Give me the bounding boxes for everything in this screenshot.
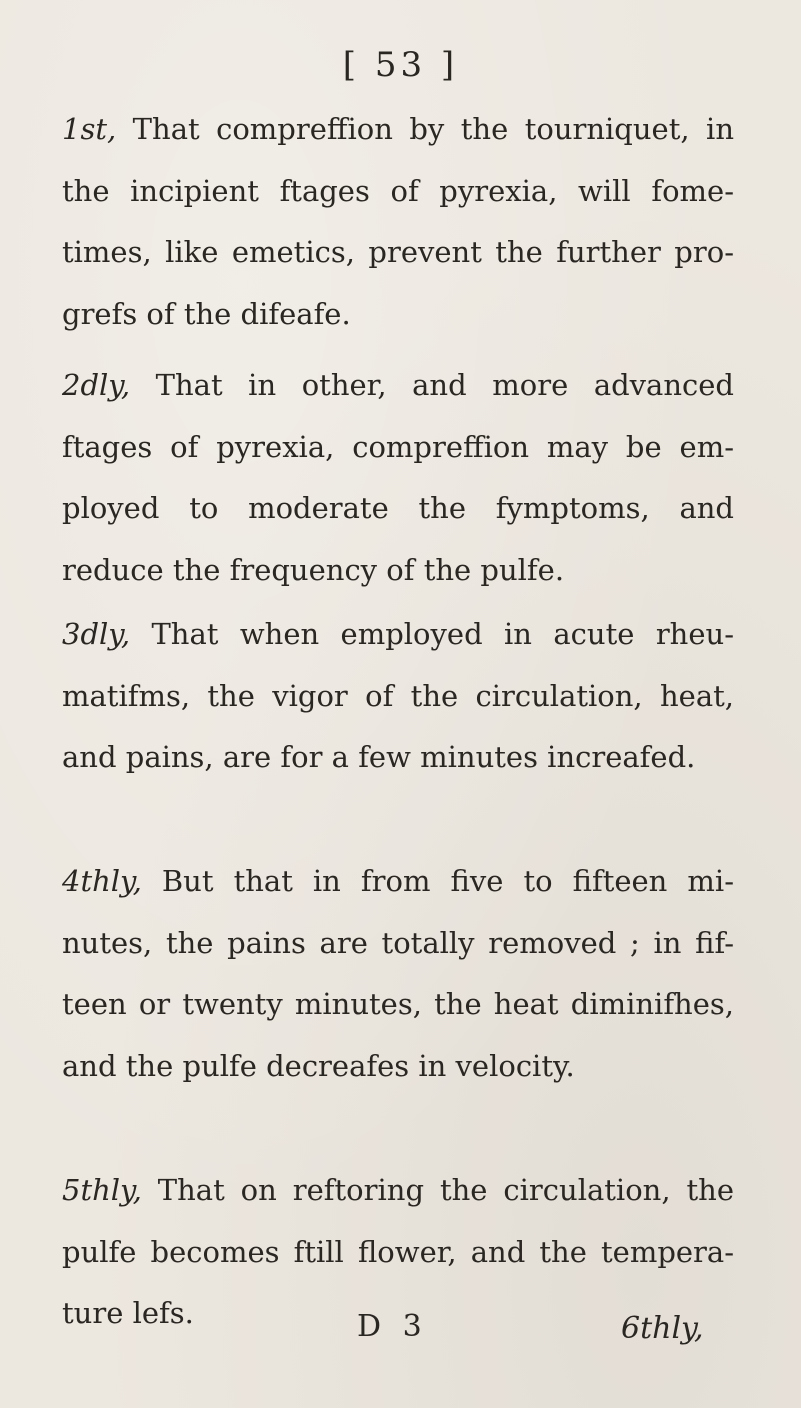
page-number-header: [ 53 ] bbox=[342, 45, 459, 85]
paragraph-text: That when employed in acute rheu-matifms, the vigor of the circulation, heat, and pains, are for a few minutes increafed. bbox=[62, 617, 734, 774]
paragraph-1st bbox=[62, 99, 734, 345]
paragraph-ordinal: 2dly, bbox=[62, 368, 131, 402]
paragraph-text: That compreffion by the tourniquet, in the incipient ftages of pyrexia, will fome-times, like emetics, prevent the further pro-grefs of the difeafe. bbox=[62, 112, 734, 331]
paragraph-ordinal: 4thly, bbox=[62, 864, 142, 898]
paragraph-ordinal: 5thly, bbox=[62, 1173, 142, 1207]
paragraph-text: That in other, and more advanced ftages of pyrexia, compreffion may be em-ployed to moderate the fymptoms, and reduce the frequency of the pulfe. bbox=[62, 368, 734, 587]
paragraph-4thly bbox=[62, 851, 734, 1097]
catchword: 6thly, bbox=[621, 1311, 704, 1346]
paragraph-ordinal: 3dly, bbox=[62, 617, 131, 651]
paragraph-text: That on reftoring the circulation, the pulfe becomes ftill flower, and the tempera-ture lefs. bbox=[62, 1173, 734, 1330]
signature-mark: D 3 bbox=[357, 1309, 428, 1344]
paragraph-text: But that in from five to fifteen mi-nutes, the pains are totally removed ; in fif-teen or twenty minutes, the heat diminifhes, and the pulfe decreafes in velocity. bbox=[62, 864, 734, 1083]
paragraph-2dly bbox=[62, 355, 734, 601]
paragraph-3dly bbox=[62, 604, 734, 789]
paragraph-ordinal: 1st, bbox=[62, 112, 117, 146]
